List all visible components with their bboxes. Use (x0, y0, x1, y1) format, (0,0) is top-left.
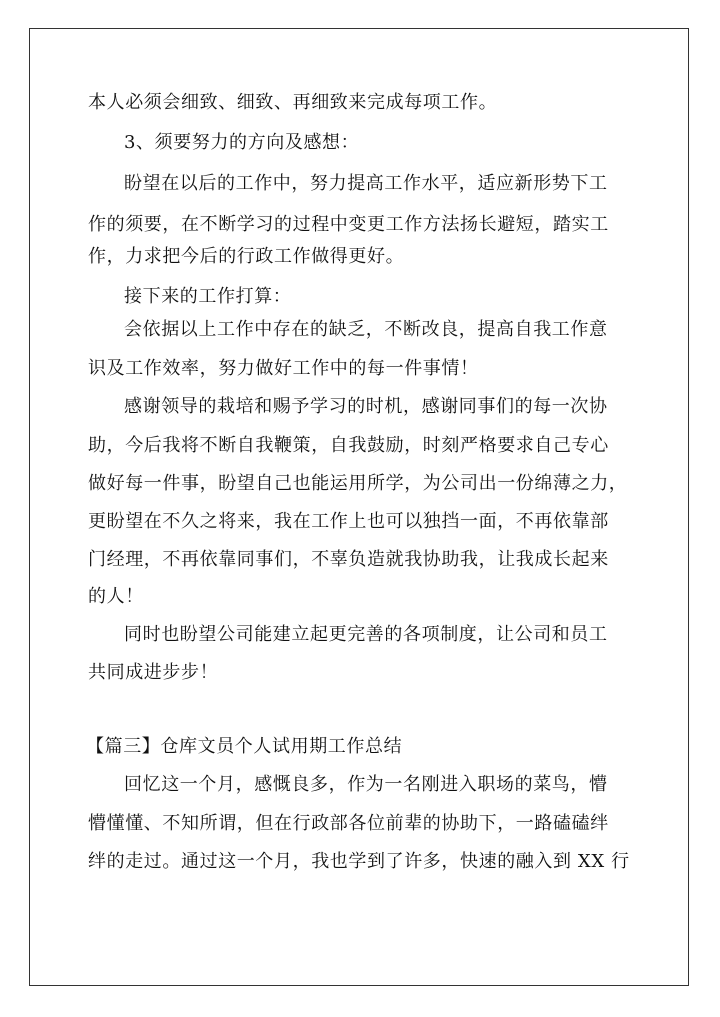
paragraph-line: 作，力求把今后的行政工作做得更好。 (88, 246, 405, 267)
paragraph-line: 更盼望在不久之将来，我在工作上也可以独挡一面，不再依靠部 (88, 511, 609, 532)
paragraph-line: 绊的走过。通过这一个月，我也学到了许多，快速的融入到 XX 行 (88, 851, 630, 872)
paragraph-line: 识及工作效率，努力做好工作中的每一件事情！ (88, 358, 479, 379)
paragraph-line: 感谢领导的栽培和赐予学习的时机，感谢同事们的每一次协 (124, 396, 608, 417)
paragraph-line: 同时也盼望公司能建立起更完善的各项制度，让公司和员工 (124, 624, 608, 645)
paragraph-line: 的人！ (88, 586, 144, 607)
section-heading: 【篇三】仓库文员个人试用期工作总结 (86, 736, 403, 757)
paragraph-line: 共同成进步步！ (88, 662, 219, 683)
paragraph-line: 懵懂懂、不知所谓，但在行政部各位前辈的协助下，一路磕磕绊 (88, 813, 609, 834)
paragraph-line: 盼望在以后的工作中，努力提高工作水平，适应新形势下工 (124, 173, 608, 194)
paragraph-line: 回忆这一个月，感慨良多，作为一名刚进入职场的菜鸟，懵 (124, 774, 608, 795)
paragraph-line: 会依据以上工作中存在的缺乏，不断改良，提高自我工作意 (124, 319, 608, 340)
paragraph-line: 助，今后我将不断自我鞭策，自我鼓励，时刻严格要求自己专心 (88, 435, 609, 456)
paragraph-line: 门经理，不再依靠同事们，不辜负造就我协助我，让我成长起来 (88, 549, 609, 570)
paragraph-line: 本人必须会细致、细致、再细致来完成每项工作。 (88, 92, 498, 113)
paragraph-line: 做好每一件事，盼望自己也能运用所学，为公司出一份绵薄之力， (88, 473, 628, 494)
section-subheading: 接下来的工作打算： (124, 286, 292, 307)
section-subheading: 3、须要努力的方向及感想： (124, 132, 360, 153)
paragraph-line: 作的须要，在不断学习的过程中变更工作方法扬长避短，踏实工 (88, 214, 609, 235)
